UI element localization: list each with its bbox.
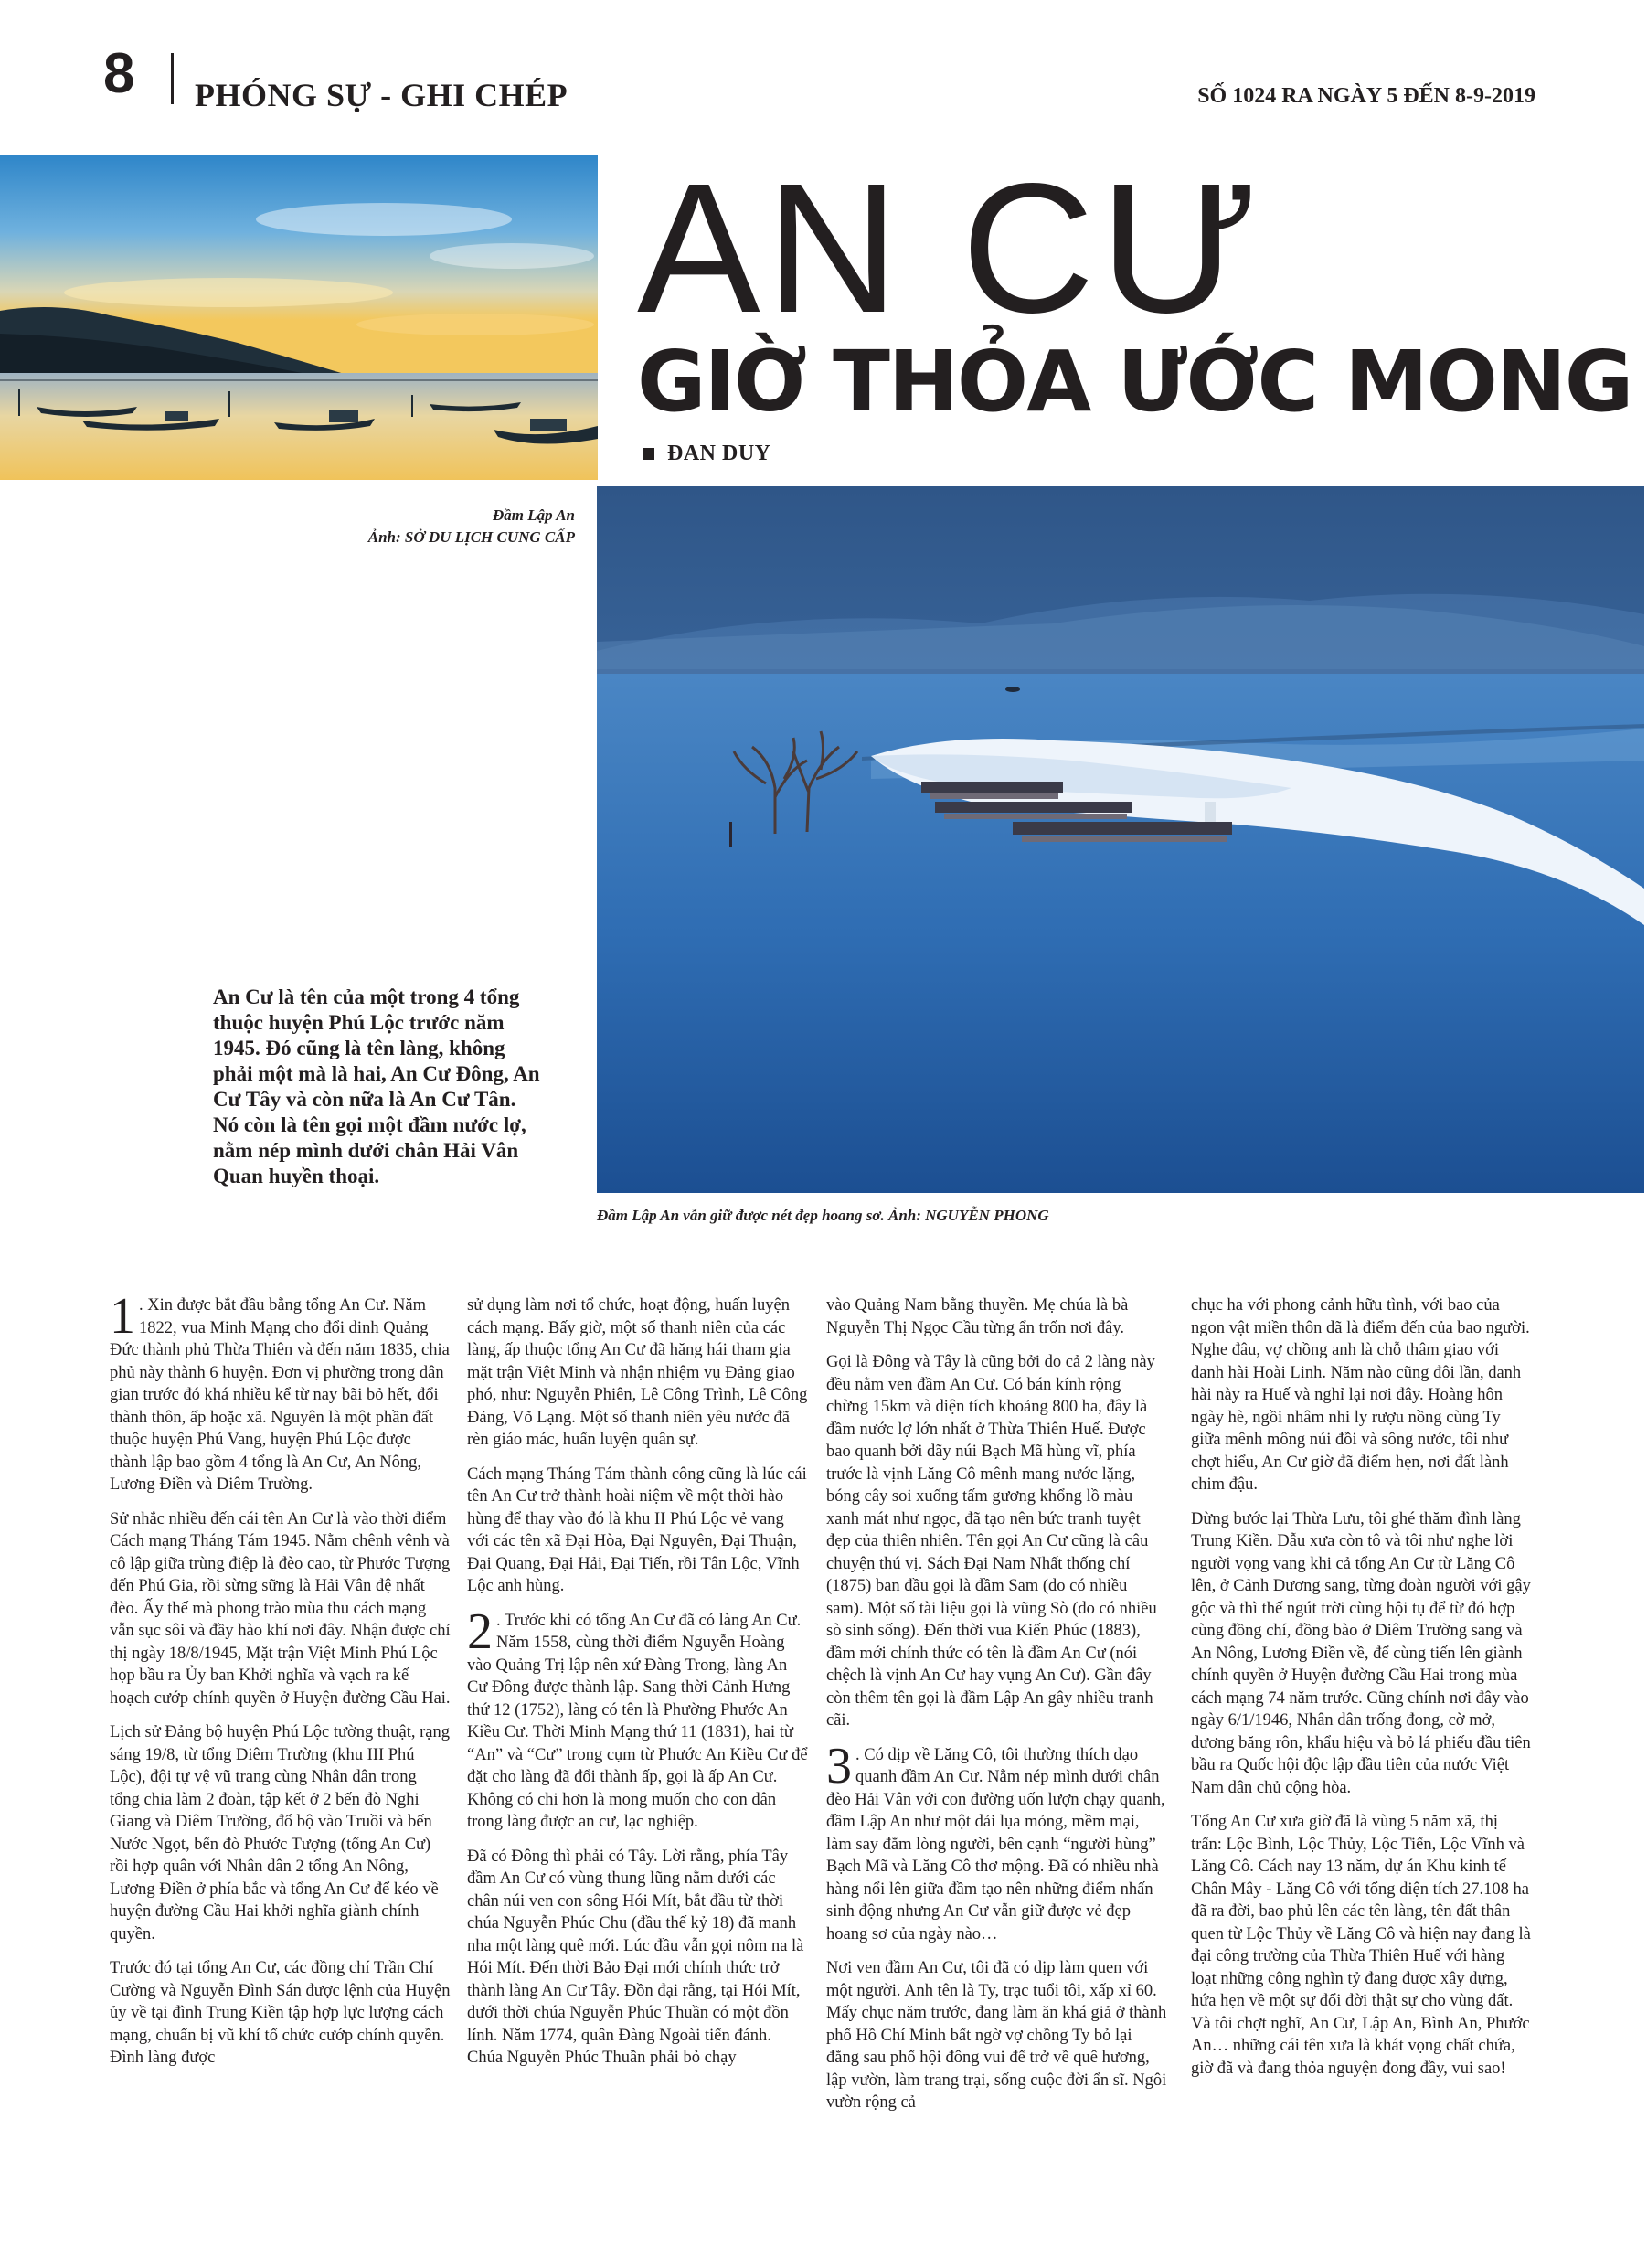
top-photo-caption-credit: Ảnh: SỞ DU LỊCH CUNG CẤP bbox=[367, 528, 575, 546]
paragraph: Cách mạng Tháng Tám thành công cũng là lúc cái tên An Cư trở thành hoài niệm về một thời hào hùng để thay vào đó là khu II Phú Lộc vẻ vang với các tên xã Đại Hòa, Đại Nguyên, Đại Thuận, Đại Quang, Đại Hải, Đại Tiến, rồi Tân Lộc, Vĩnh Lộc anh hùng. bbox=[467, 1464, 807, 1595]
article-subtitle: GIỜ THỎA ƯỚC MONG bbox=[637, 333, 1632, 431]
paragraph: Nơi ven đầm An Cư, tôi đã có dịp làm quen với một người. Anh tên là Ty, trạc tuổi tôi, xấp xỉ 60. Mấy chục năm trước, đang làm ăn khá giả ở thành phố Hồ Chí Minh bất ngờ vợ chồng Ty bỏ lại đằng sau phố hội đông vui để trở về quê hương, lập vườn, làm trang trại, sống cuộc đời ẩn sĩ. Ngôi vườn rộng cả bbox=[826, 1959, 1167, 2112]
paragraph: Tổng An Cư xưa giờ đã là vùng 5 năm xã, thị trấn: Lộc Bình, Lộc Thủy, Lộc Tiến, Lộc Vĩnh và Lăng Cô. Cách nay 13 năm, dự án Khu kinh tế Chân Mây - Lăng Cô với tổng diện tích 27.108 ha đã ra đời, bao phủ lên các tên làng, tên đất thân quen từ Lộc Thủy về Lăng Cô và hiện nay đang là đại công trường của Thừa Thiên Huế với hàng loạt những công nghìn tỷ đang được xây dựng, hứa hẹn về một sự đổi đời thật sự cho vùng đất. Và tôi chợt nghĩ, An Cư, Lập An, Bình An, Phước An… những cái tên xưa là khát vọng chất chứa, giờ đã và đang thỏa nguyện đong đầy, vui sao! bbox=[1191, 1813, 1531, 2078]
paragraph: 2 . Trước khi có tổng An Cư đã có làng An Cư. Năm 1558, cùng thời điểm Nguyễn Hoàng vào Quảng Trị lập nên xứ Đàng Trong, làng An Cư Đông được thành lập. Sang thời Cảnh Hưng thứ 12 (1752), làng có tên là Phường Phước An Kiều Cư. Thời Minh Mạng thứ 11 (1831), hai từ “An” và “Cư” trong cụm từ Phước An Kiều Cư để đặt cho làng đã đổi thành ấp, gọi là ấp An Cư. Không có chi hơn là mong muốn cho con dân trong làng được an cư, lạc nghiệp. bbox=[467, 1603, 808, 1831]
author-byline: ĐAN DUY bbox=[667, 442, 771, 465]
paragraph: Đã có Đông thì phải có Tây. Lời rằng, phía Tây đầm An Cư có vùng thung lũng nằm dưới các chân núi ven con sông Hói Mít, bắt đầu từ thời chúa Nguyễn Phúc Chu (đầu thế kỷ 18) đã manh nha một làng quê mới. Lúc đầu vẫn gọi nôm na là Hói Mít. Đến thời Bảo Đại mới chính thức trở thành làng An Cư Tây. Đồn đại rằng, tại Hói Mít, dưới thời chúa Nguyễn Phúc Thuần có một đồn lính. Năm 1774, quân Đàng Ngoài tiến đánh. Chúa Nguyễn Phúc Thuần phải bỏ chạy bbox=[467, 1847, 804, 2067]
paragraph: Lịch sử Đảng bộ huyện Phú Lộc tường thuật, rạng sáng 19/8, từ tổng Diêm Trường (khu III Phú Lộc), đội tự vệ vũ trang cùng Nhân dân trong tổng chia làm 2 đoàn, tập kết ở 2 bến đò Nghi Giang và Diêm Trường, đổ bộ vào Truồi và bến Nước Ngọt, bến đò Phước Tượng (tổng An Cư) rồi hợp quân với Nhân dân 2 tổng An Nông, Lương Điền ở phía bắc và tổng An Cư để kéo về huyện đường Cầu Hai khởi nghĩa giành chính quyền. bbox=[110, 1723, 451, 1943]
issue-info: SỐ 1024 RA NGÀY 5 ĐẾN 8-9-2019 bbox=[1197, 84, 1535, 108]
top-photo-caption-title: Đầm Lập An bbox=[492, 506, 575, 524]
paragraph: Sử nhắc nhiều đến cái tên An Cư là vào thời điểm Cách mạng Tháng Tám 1945. Nằm chênh vênh và cô lập giữa trùng điệp là đèo cao, từ Phước Tượng đến Phú Gia, rồi sừng sững là Hải Vân đệ nhất đèo. Ấy thế mà phong trào mùa thu cách mạng vẫn sục sôi và đầy hào khí nơi đây. Nhận được chỉ thị ngày 18/8/1945, Mặt trận Việt Minh Phú Lộc họp bầu ra Ủy ban Khởi nghĩa và vạch ra kế hoạch cướp chính quyền ở Huyện đường Cầu Hai. bbox=[110, 1509, 451, 1708]
paragraph: vào Quảng Nam bằng thuyền. Mẹ chúa là bà Nguyễn Thị Ngọc Cầu từng ẩn trốn nơi đây. bbox=[826, 1296, 1129, 1337]
paragraph: 3 . Có dịp về Lăng Cô, tôi thường thích dạo quanh đầm An Cư. Nằm nép mình dưới chân đèo Hải Vân với con đường uốn lượn chạy quanh, đầm Lập An như một dải lụa mỏng, mềm mại, làm say đắm lòng người, bên cạnh “người hùng” Bạch Mã và Lăng Cô thơ mộng. Đã có nhiều nhà hàng nổi lên giữa đầm tạo nên những điểm nhấn sinh động nhưng An Cư vẫn giữ được vẻ đẹp hoang sơ của ngày nào… bbox=[826, 1737, 1165, 1943]
paragraph: Trước đó tại tổng An Cư, các đồng chí Trần Chí Cường và Nguyễn Đình Sán được lệnh của Huyện ủy về tại đình Trung Kiền tập hợp lực lượng cách mạng, chuẩn bị vũ khí tổ chức cướp chính quyền. Đình làng được bbox=[110, 1959, 451, 2067]
paragraph: sử dụng làm nơi tổ chức, hoạt động, huấn luyện cách mạng. Bấy giờ, một số thanh niên của các làng, ấp thuộc tổng An Cư đã hăng hái tham gia mặt trận Việt Minh và nhận nhiệm vụ Đảng giao phó, như: Nguyễn Phiên, Lê Công Trình, Lê Công Đảng, Võ Lạng. Một số thanh niên yêu nước đã rèn giáo mác, huấn luyện quân sự. bbox=[467, 1296, 808, 1449]
drop-cap: 3 bbox=[826, 1737, 852, 1794]
text-column-1 bbox=[110, 1288, 451, 2082]
text-column-3 bbox=[826, 1294, 1167, 2126]
paragraph: 1 . Xin được bắt đầu bằng tổng An Cư. Năm 1822, vua Minh Mạng cho đổi dinh Quảng Đức thành phủ Thừa Thiên và đến năm 1835, chia phủ này thành 6 huyện. Đơn vị phường trong dân gian trước đó khá nhiều kể từ nay bãi bỏ hết, đổi thành thôn, ấp hoặc xã. Nguyên là một phần đất thuộc huyện Phú Vang, huyện Phú Lộc được thành lập bao gồm 4 tổng là An Cư, An Nông, Lương Điền và Diêm Trường. bbox=[110, 1288, 450, 1494]
drop-cap: 2 bbox=[467, 1603, 493, 1660]
page-number: 8 bbox=[103, 42, 135, 105]
lagoon-sunset-photo bbox=[0, 155, 598, 480]
article-title: AN CƯ bbox=[637, 144, 1264, 351]
top-photo-caption bbox=[209, 505, 575, 548]
article-lede: An Cư là tên của một trong 4 tổng thuộc huyện Phú Lộc trước năm 1945. Đó cũng là tên làng, không phải một mà là hai, An Cư Đông, An Cư Tây và còn nữa là An Cư Tân. Nó còn là tên gọi một đầm nước lợ, nằm nép mình dưới chân Hải Vân Quan huyền thoại. bbox=[213, 985, 540, 1187]
paragraph: chục ha với phong cảnh hữu tình, với bao của ngon vật miền thôn dã là điểm đến của bao người. Nghe đâu, vợ chồng anh là chỗ thâm giao với danh hài Hoài Linh. Năm nào cũng đôi lần, danh hài này ra Huế và nghỉ lại nơi đây. Hoàng hôn ngày hè, ngồi nhâm nhi ly rượu nồng cùng Ty giữa mênh mông núi đồi và sông nước, tôi như chợt hiểu, An Cư giờ đã điểm hẹn, nơi đất lành chim đậu. bbox=[1191, 1296, 1530, 1494]
section-title: PHÓNG SỰ - GHI CHÉP bbox=[195, 77, 568, 113]
paragraph: Gọi là Đông và Tây là cũng bởi do cả 2 làng này đều nằm ven đầm An Cư. Có bán kính rộng chừng 15km và diện tích khoảng 800 ha, đây là đầm nước lợ lớn nhất ở Thừa Thiên Huế. Được bao quanh bởi dãy núi Bạch Mã hùng vĩ, phía trước là vịnh Lăng Cô mênh mang nước lặng, bóng cây soi xuống tấm gương khổng lồ màu xanh mát như ngọc, đã tạo nên bức tranh tuyệt đẹp của thiên nhiên. Tên gọi An Cư cũng là câu chuyện thú vị. Sách Đại Nam Nhất thống chí (1875) ban đầu gọi là đầm Sam (do có nhiều sam). Một số tài liệu gọi là vũng Sò (do có nhiều sò sinh sống). Đến thời vua Kiến Phúc (1883), đầm mới chính thức có tên là đầm An Cư (nói chệch là vịnh An Cư hay vụng An Cư). Gần đây còn thêm tên gọi là đầm Lập An gây nhiều tranh cãi. bbox=[826, 1353, 1157, 1730]
main-photo-caption: Đầm Lập An vẫn giữ được nét đẹp hoang sơ. Ảnh: NGUYỄN PHONG bbox=[597, 1207, 1049, 1224]
text-column-4 bbox=[1191, 1294, 1532, 2092]
text-column-2 bbox=[467, 1294, 808, 2082]
drop-cap: 1 bbox=[110, 1288, 135, 1345]
header-divider bbox=[171, 53, 174, 104]
paragraph: Dừng bước lại Thừa Lưu, tôi ghé thăm đình làng Trung Kiền. Dẫu xưa còn tô và tôi như nghe lời người vọng vang khi cả tổng An Cư từ Lăng Cô lên, ở Cảnh Dương sang, từng đoàn người với gậy gộc và thì thế ngút trời cùng hội tụ để từ đó hợp cùng đồng chí, đồng bào ở Diêm Trường sang và An Nông, Lương Điền về, để cùng tiến lên giành chính quyền ở Huyện đường Cầu Hai trong mùa cách mạng 74 năm trước. Cũng chính nơi đây vào ngày 6/1/1946, Nhân dân trống đong, cờ mở, dương băng rôn, khẩu hiệu và bỏ lá phiếu đầu tiên bầu ra Quốc hội độc lập đầu tiên của nước Việt Nam dân chủ cộng hòa. bbox=[1191, 1509, 1531, 1797]
author-bullet-icon bbox=[643, 448, 654, 460]
lagoon-blue-photo bbox=[597, 486, 1644, 1193]
